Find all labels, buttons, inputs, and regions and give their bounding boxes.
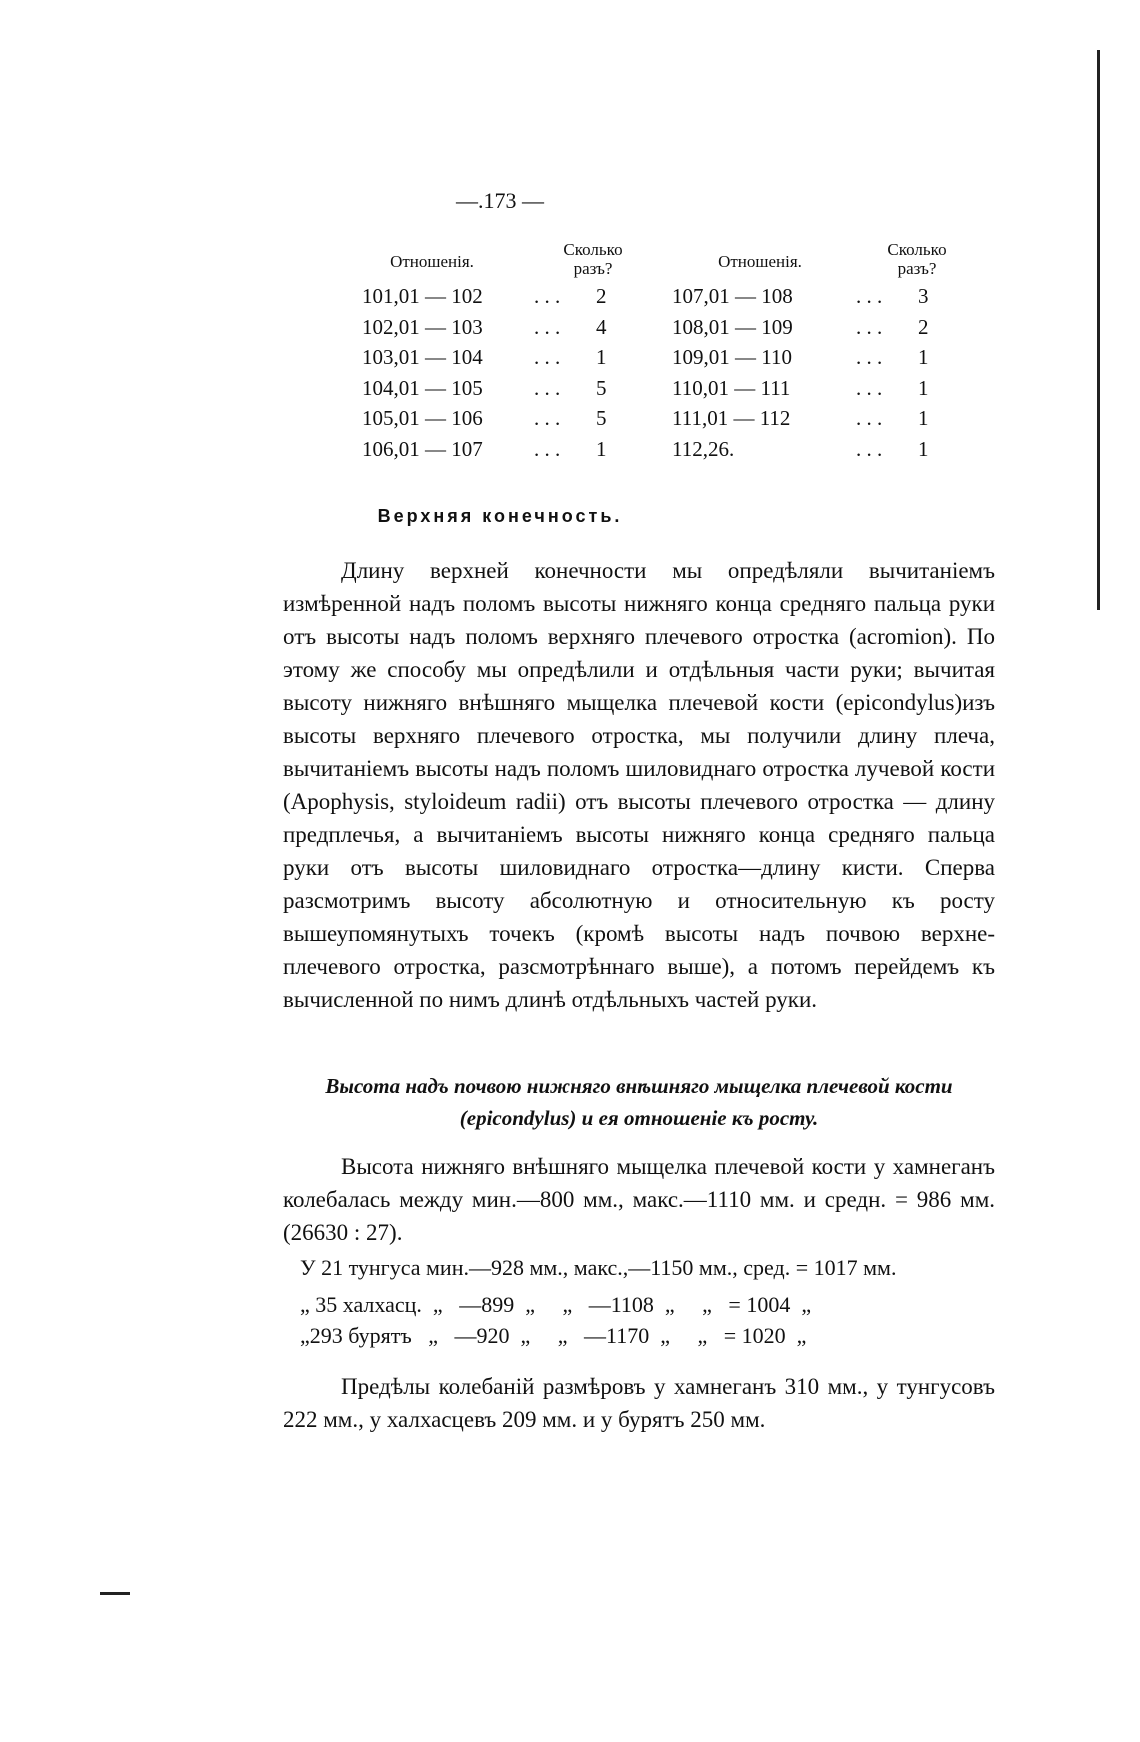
table-right-count-0: 3 — [918, 284, 929, 308]
table-right-count-5: 1 — [918, 436, 929, 461]
table-left-count-3: 5 — [596, 375, 607, 400]
table-leader-dots: . . . — [534, 345, 561, 369]
table-left-count-1: 4 — [596, 314, 607, 339]
table-left-count-0: 2 — [596, 284, 607, 308]
table-right-count-1: 2 — [918, 314, 929, 339]
table-header-ratio-left: Отношенія. — [390, 252, 474, 271]
margin-dash-mark — [100, 1592, 130, 1595]
table-left-count-4: 5 — [596, 406, 607, 430]
body-paragraph-1: Длину верхней конечности мы опредѣляли вычитаніемъ измѣренной надъ поломъ высоты нижняго конца средняго пальца руки отъ высоты надъ поломъ верхняго плечевого отростка (acromion). По этому же способу мы опредѣлили и отдѣльныя части руки; вычитая высоту нижняго внѣшняго мыщелка плечевой кости (epicondylus)изъ высоты верхняго плечевого отростка, мы получили длину плеча, вычитаніемъ высоты надъ поломъ шиловиднаго отростка лучевой кости (Apophysis, styloideum radii) отъ высоты плечевого отростка — длину предплечья, а вычитаніемъ высоты нижняго конца средняго пальца руки отъ высоты шиловиднаго отростка—длину кисти. Сперва разсмотримъ высоту абсолютную и относительную къ росту вышеупомянутыхъ точекъ (кромѣ высоты надъ почвою верхне-плечевого отростка, разсмотрѣннаго выше), а потомъ перейдемъ къ вычисленной по нимъ длинѣ отдѣльныхъ частей руки. — [283, 558, 995, 1012]
table-right-range-2: 109,01 — 110 — [672, 345, 792, 369]
table-left-count-5: 1 — [596, 436, 607, 461]
table-leader-dots: . . . — [856, 375, 883, 400]
body-paragraph-2: Высота нижняго внѣшняго мыщелка плечевой кости у хамнеганъ колебалась между мин.—800 мм., макс.—1110 мм. и средн. = 986 мм. (26630 : 27). — [283, 1154, 995, 1245]
table-left-range-1: 102,01 — 103 — [362, 314, 483, 339]
table-left-count-2: 1 — [596, 345, 607, 369]
table-header-count-right: Сколько разъ? — [887, 240, 947, 278]
binding-edge-line — [1097, 50, 1100, 610]
table-right-range-0: 107,01 — 108 — [672, 284, 793, 308]
table-left-range-5: 106,01 — 107 — [362, 436, 483, 461]
stat-row-buryat: „293 бурятъ „ —920 „ „ —1170 „ „ = 1020 „ — [300, 1323, 807, 1348]
table-left-range-3: 104,01 — 105 — [362, 375, 483, 400]
table-left-range-2: 103,01 — 104 — [362, 345, 483, 369]
table-leader-dots: . . . — [856, 436, 883, 461]
table-right-range-1: 108,01 — 109 — [672, 314, 793, 339]
section-heading: Верхняя конечность. — [377, 506, 623, 526]
table-left-range-0: 101,01 — 102 — [362, 284, 483, 308]
subsection-heading: Высота надъ почвою нижняго внѣшняго мыщелка плечевой кости (epicondylus) и ея отношеніе къ росту. — [325, 1074, 953, 1130]
table-right-count-3: 1 — [918, 375, 929, 400]
stat-row-tungus: У 21 тунгуса мин.—928 мм., макс.,—1150 мм., сред. = 1017 мм. — [300, 1255, 897, 1280]
table-leader-dots: . . . — [856, 345, 883, 369]
table-leader-dots: . . . — [856, 284, 883, 308]
table-leader-dots: . . . — [534, 284, 561, 308]
table-right-count-4: 1 — [918, 406, 929, 430]
body-paragraph-3: Предѣлы колебаній размѣровъ у хамнеганъ 310 мм., у тунгусовъ 222 мм., у халхасцевъ 209 мм. и у бурятъ 250 мм. — [283, 1374, 995, 1432]
table-leader-dots: . . . — [534, 436, 561, 461]
page-number: —.173 — — [456, 188, 544, 213]
table-right-range-5: 112,26. — [672, 436, 735, 461]
table-header-count-left: Сколько разъ? — [563, 240, 623, 278]
table-left-range-4: 105,01 — 106 — [362, 406, 483, 430]
table-leader-dots: . . . — [534, 314, 561, 339]
table-right-range-4: 111,01 — 112 — [672, 406, 791, 430]
table-leader-dots: . . . — [534, 406, 561, 430]
table-right-count-2: 1 — [918, 345, 929, 369]
table-leader-dots: . . . — [856, 314, 883, 339]
table-leader-dots: . . . — [534, 375, 561, 400]
table-leader-dots: . . . — [856, 406, 883, 430]
table-header-ratio-right: Отношенія. — [718, 252, 802, 271]
table-right-range-3: 110,01 — 111 — [672, 375, 791, 400]
stat-row-khalkhas: „ 35 халхасц. „ —899 „ „ —1108 „ „ = 1004 „ — [300, 1292, 812, 1317]
